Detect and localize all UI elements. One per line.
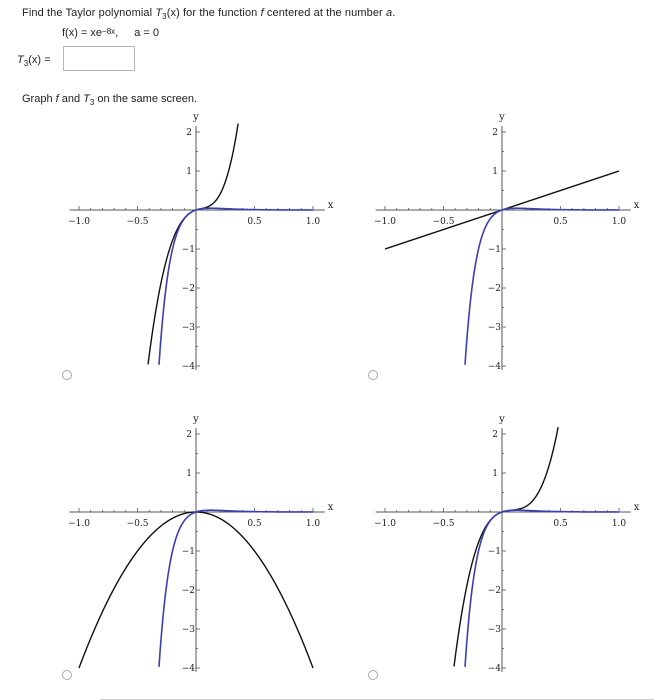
y-axis-label: y	[193, 112, 199, 124]
function-sep: ,	[115, 27, 119, 39]
y-axis-label: y	[499, 112, 505, 124]
y-tick-label: −1	[181, 547, 195, 557]
answer-label-T: T	[17, 54, 24, 66]
y-axis-label: y	[499, 414, 505, 426]
x-axis-label: x	[327, 502, 334, 513]
y-tick-label: −4	[487, 664, 501, 674]
x-tick-label: 1.0	[611, 519, 627, 529]
x-tick-label: 0.5	[247, 519, 262, 529]
radio-option-a[interactable]	[62, 370, 72, 380]
prompt-a: a	[385, 7, 393, 19]
prompt-text: Find the Taylor polynomial	[22, 7, 156, 19]
x-axis-label: x	[633, 502, 640, 513]
answer-label-sub: 3	[23, 59, 29, 69]
x-tick-label: −1.0	[68, 519, 90, 529]
y-tick-label: −1	[487, 245, 501, 255]
x-tick-label: −0.5	[126, 519, 149, 529]
prompt-f: f	[260, 7, 264, 19]
y-tick-label: 1	[492, 469, 498, 479]
y-axis-label: y	[193, 414, 199, 426]
function-exponent: −8x	[102, 27, 116, 36]
y-tick-label: 2	[492, 128, 498, 138]
x-tick-label: −0.5	[432, 519, 455, 529]
x-axis-label: x	[327, 200, 334, 211]
graph-option-b	[366, 110, 654, 380]
radio-option-b[interactable]	[368, 370, 378, 380]
x-tick-label: 1.0	[305, 519, 321, 529]
y-tick-label: −1	[487, 547, 501, 557]
graph-instruction	[22, 93, 197, 107]
prompt-text-3: centered at the number	[263, 7, 386, 19]
graph-T: T	[83, 93, 90, 105]
x-tick-label: 1.0	[611, 217, 627, 227]
x-tick-label: −0.5	[432, 217, 455, 227]
graph-sub: 3	[89, 98, 95, 108]
x-tick-label: 0.5	[553, 519, 568, 529]
y-tick-label: −4	[487, 362, 501, 372]
x-tick-label: −1.0	[374, 217, 396, 227]
y-tick-label: 2	[492, 430, 498, 440]
y-tick-label: 1	[186, 469, 192, 479]
y-tick-label: −2	[181, 284, 195, 294]
answer-input[interactable]	[63, 46, 135, 71]
center-value: a = 0	[134, 27, 160, 39]
graph-option-c	[60, 412, 350, 688]
y-tick-label: −3	[181, 323, 195, 333]
prompt-period: .	[392, 7, 396, 19]
y-tick-label: −4	[181, 362, 195, 372]
x-tick-label: −0.5	[126, 217, 149, 227]
graph-text-1: Graph	[22, 93, 56, 105]
y-tick-label: −2	[487, 284, 501, 294]
y-tick-label: 2	[186, 430, 192, 440]
y-tick-label: −2	[181, 586, 195, 596]
x-tick-label: 0.5	[553, 217, 568, 227]
y-tick-label: −1	[181, 245, 195, 255]
taylor-curve	[454, 427, 558, 666]
graph-f: f	[55, 93, 59, 105]
function-lhs: f(x) = xe	[62, 27, 103, 39]
prompt-arg: (x)	[166, 7, 180, 19]
x-tick-label: 0.5	[247, 217, 262, 227]
y-tick-label: 1	[492, 167, 498, 177]
y-tick-label: −3	[181, 625, 195, 635]
prompt-T: T	[155, 7, 163, 19]
y-tick-label: −3	[487, 323, 501, 333]
x-tick-label: −1.0	[374, 519, 396, 529]
prompt-text-2: for the function	[179, 7, 261, 19]
y-tick-label: 2	[186, 128, 192, 138]
radio-option-d[interactable]	[368, 670, 378, 680]
x-axis-label: x	[633, 200, 640, 211]
question-prompt	[22, 7, 395, 21]
graph-option-a	[60, 110, 350, 380]
x-tick-label: −1.0	[68, 217, 90, 227]
graph-and: and	[58, 93, 84, 105]
radio-option-c[interactable]	[62, 670, 72, 680]
y-tick-label: −2	[487, 586, 501, 596]
y-tick-label: 1	[186, 167, 192, 177]
answer-label-rest: (x) =	[28, 54, 51, 66]
graph-text-2: on the same screen.	[94, 93, 198, 105]
y-tick-label: −4	[181, 664, 195, 674]
y-tick-label: −3	[487, 625, 501, 635]
answer-label	[17, 54, 51, 68]
x-tick-label: 1.0	[305, 217, 321, 227]
graph-option-d	[366, 412, 654, 688]
prompt-sub: 3	[162, 12, 167, 22]
function-definition	[62, 27, 159, 39]
